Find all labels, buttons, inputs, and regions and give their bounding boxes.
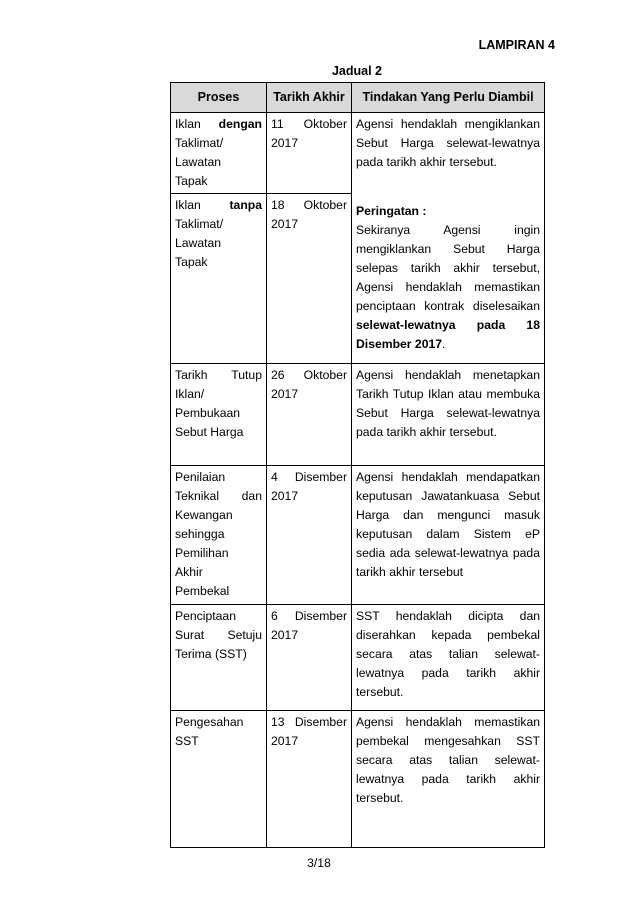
proses-word: Iklan [175,198,201,212]
proses-line [175,607,262,626]
proses-line [175,172,262,191]
proses-word: Lawatan [175,155,222,169]
proses-word: Iklan/ [175,387,205,401]
lampiran-label: LAMPIRAN 4 [478,38,555,52]
proses-line [175,385,262,404]
proses-word: sehingga [175,527,225,541]
tindakan-cell: Agensi hendaklah mendapatkan keputusan Jawatankuasa Sebut Harga dan mengunci masuk keputusan dalam Sistem eP sedia ada selewat-lewatnya pada tarikh akhir tersebut [352,466,545,605]
proses-line [175,626,262,645]
tindakan-cell [352,194,545,364]
tindakan-cell: SST hendaklah dicipta dan diserahkan kepada pembekal secara atas talian selewat-lewatnya pada tarikh akhir tersebut. [352,605,545,711]
proses-line [175,404,262,423]
tarikh-cell: 6 Disember 2017 [267,605,352,711]
proses-word: Tapak [175,255,208,269]
proses-line [175,253,262,272]
proses-word: tanpa [229,198,262,212]
proses-line [175,196,262,215]
tarikh-cell: 13 Disember 2017 [267,711,352,848]
proses-cell [171,194,267,364]
proses-word: Penciptaan [175,609,236,623]
proses-word: Akhir [175,565,203,579]
proses-line [175,563,262,582]
proses-word: Taklimat/ [175,136,224,150]
proses-cell [171,711,267,848]
proses-line [175,506,262,525]
proses-line [175,215,262,234]
proses-line [175,134,262,153]
peringatan-label: Peringatan : [356,203,427,218]
proses-word: Iklan [175,117,201,131]
proses-line [175,732,262,751]
peringatan-text: Sekiranya Agensi ingin mengiklankan Sebut Harga selepas tarikh akhir tersebut, Agensi hendaklah memastikan penciptaan kontrak diselesaikan [356,222,540,313]
proses-word: Tapak [175,174,208,188]
header-tarikh-akhir: Tarikh Akhir [267,83,352,113]
proses-word: Tarikh [175,368,208,382]
proses-word: Kewangan [175,508,233,522]
tindakan-cell: Agensi hendaklah menetapkan Tarikh Tutup Iklan atau membuka Sebut Harga selewat-lewatnya pada tarikh akhir tersebut. [352,364,545,466]
proses-word: Pemilihan [175,546,229,560]
tarikh-cell: 26 Oktober 2017 [267,364,352,466]
tarikh-cell: 4 Disember 2017 [267,466,352,605]
peringatan-end: . [442,336,446,351]
proses-word: Lawatan [175,236,222,250]
deadline-table [170,82,545,848]
proses-word: SST [175,734,199,748]
proses-word: Pengesahan [175,715,244,729]
proses-word: Tutup [231,368,262,382]
proses-word: dengan [218,117,262,131]
proses-line [175,115,262,134]
proses-word: Setuju [227,628,262,642]
tindakan-cell: Agensi hendaklah mengiklankan Sebut Harga selewat-lewatnya pada tarikh akhir tersebut. [352,113,545,194]
proses-line [175,645,262,664]
table-caption: Jadual 2 [331,64,383,78]
header-tindakan: Tindakan Yang Perlu Diambil [352,83,545,113]
page-number: 3/18 [307,856,331,870]
proses-cell [171,364,267,466]
proses-line [175,468,262,487]
proses-word: Teknikal [175,489,220,503]
proses-line [175,153,262,172]
tindakan-cell: Agensi hendaklah memastikan pembekal mengesahkan SST secara atas talian selewat-lewatnya pada tarikh akhir tersebut. [352,711,545,848]
proses-line [175,366,262,385]
header-proses: Proses [171,83,267,113]
proses-word: Sebut Harga [175,425,244,439]
peringatan-deadline: selewat-lewatnya pada 18 Disember 2017 [356,317,540,351]
proses-word: Taklimat/ [175,217,224,231]
proses-word: Terima (SST) [175,647,247,661]
proses-word: dan [241,489,262,503]
proses-line [175,234,262,253]
proses-line [175,423,262,442]
proses-cell [171,113,267,194]
proses-line [175,713,262,732]
proses-cell [171,466,267,605]
proses-word: Penilaian [175,470,226,484]
proses-line [175,544,262,563]
proses-line [175,487,262,506]
proses-word: Pembukaan [175,406,241,420]
tarikh-cell: 11 Oktober 2017 [267,113,352,194]
tarikh-cell: 18 Oktober 2017 [267,194,352,364]
proses-word: Surat [175,628,205,642]
proses-word: Pembekal [175,584,230,598]
proses-line [175,582,262,601]
proses-cell [171,605,267,711]
proses-line [175,525,262,544]
